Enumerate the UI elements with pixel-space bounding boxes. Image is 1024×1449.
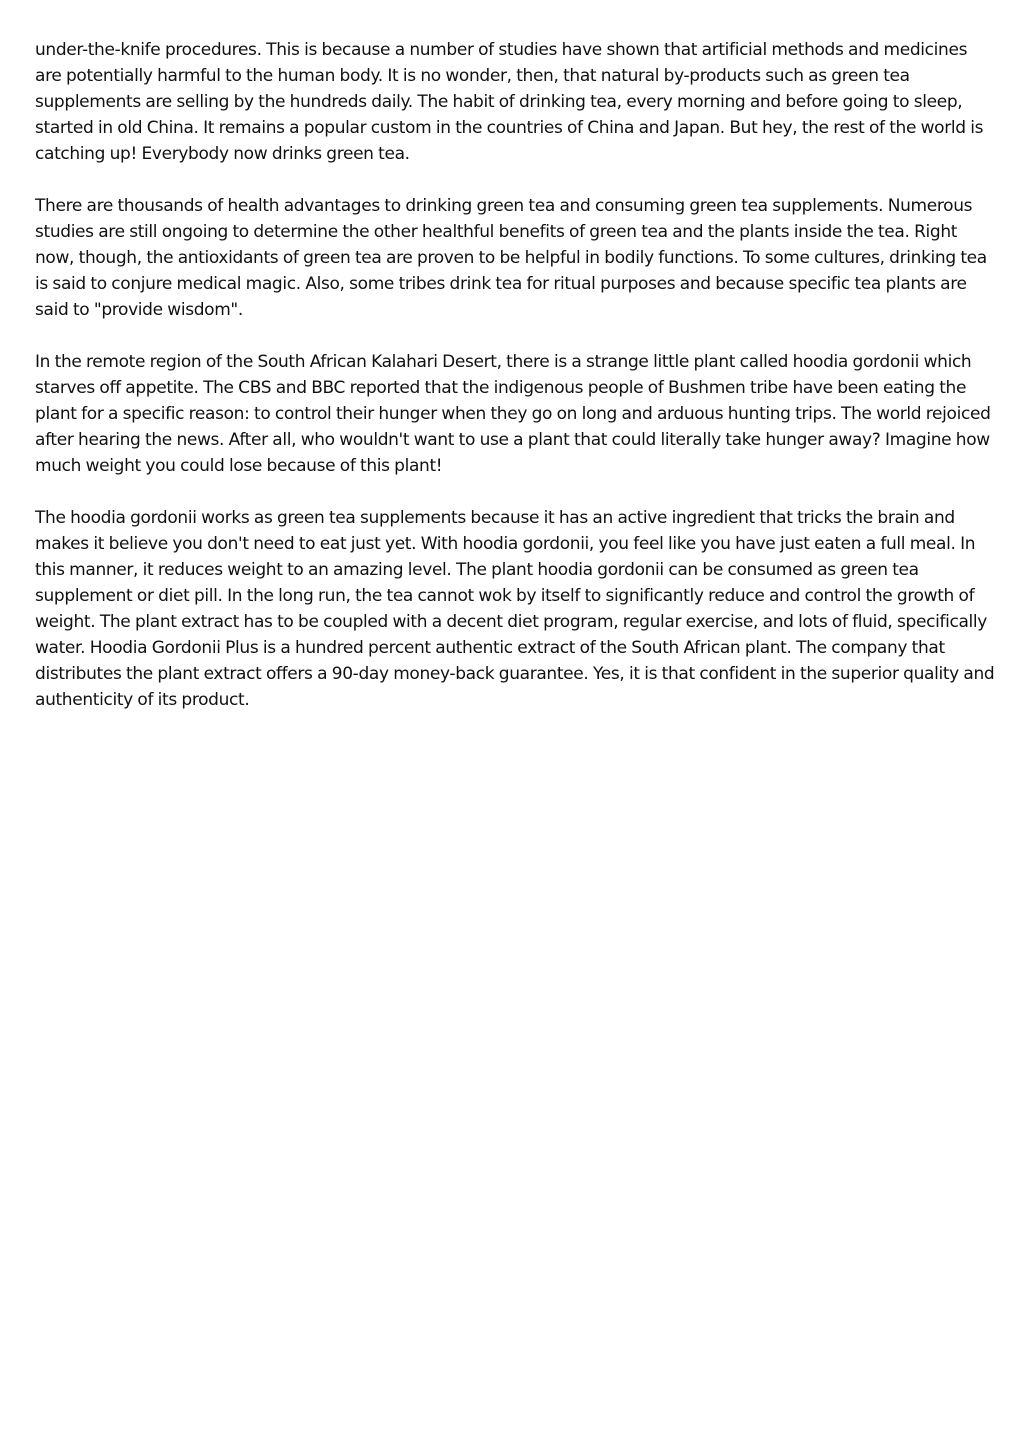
paragraph-4: The hoodia gordonii works as green tea supplements because it has an active ingredient that tricks the brain and makes it believe you don't need to eat just yet. With hoodia gordonii, you feel like you have just eaten a full meal. In this manner, it reduces weight to an amazing level. The plant hoodia gordonii can be consumed as green tea supplement or diet pill. In the long run, the tea cannot wok by itself to significantly reduce and control the growth of weight. The plant extract has to be coupled with a decent diet program, regular exercise, and lots of fluid, specifically water. Hoodia Gordonii Plus is a hundred percent authentic extract of the South African plant. The company that distributes the plant extract offers a 90-day money-back guarantee. Yes, it is that confident in the superior quality and authenticity of its product.	[35, 508, 995, 710]
document-body	[35, 37, 995, 739]
paragraph-1: under-the-knife procedures. This is because a number of studies have shown that artificial methods and medicines are potentially harmful to the human body. It is no wonder, then, that natural by-products such as green tea supplements are selling by the hundreds daily. The habit of drinking tea, every morning and before going to sleep, started in old China. It remains a popular custom in the countries of China and Japan. But hey, the rest of the world is catching up! Everybody now drinks green tea.	[35, 40, 984, 164]
paragraph-3: In the remote region of the South African Kalahari Desert, there is a strange little plant called hoodia gordonii which starves off appetite. The CBS and BBC reported that the indigenous people of Bushmen tribe have been eating the plant for a specific reason: to control their hunger when they go on long and arduous hunting trips. The world rejoiced after hearing the news. After all, who wouldn't want to use a plant that could literally take hunger away? Imagine how much weight you could lose because of this plant!	[35, 352, 991, 476]
paragraph-2: There are thousands of health advantages to drinking green tea and consuming green tea supplements. Numerous studies are still ongoing to determine the other healthful benefits of green tea and the plants inside the tea. Right now, though, the antioxidants of green tea are proven to be helpful in bodily functions. To some cultures, drinking tea is said to conjure medical magic. Also, some tribes drink tea for ritual purposes and because specific tea plants are said to "provide wisdom".	[35, 196, 987, 320]
